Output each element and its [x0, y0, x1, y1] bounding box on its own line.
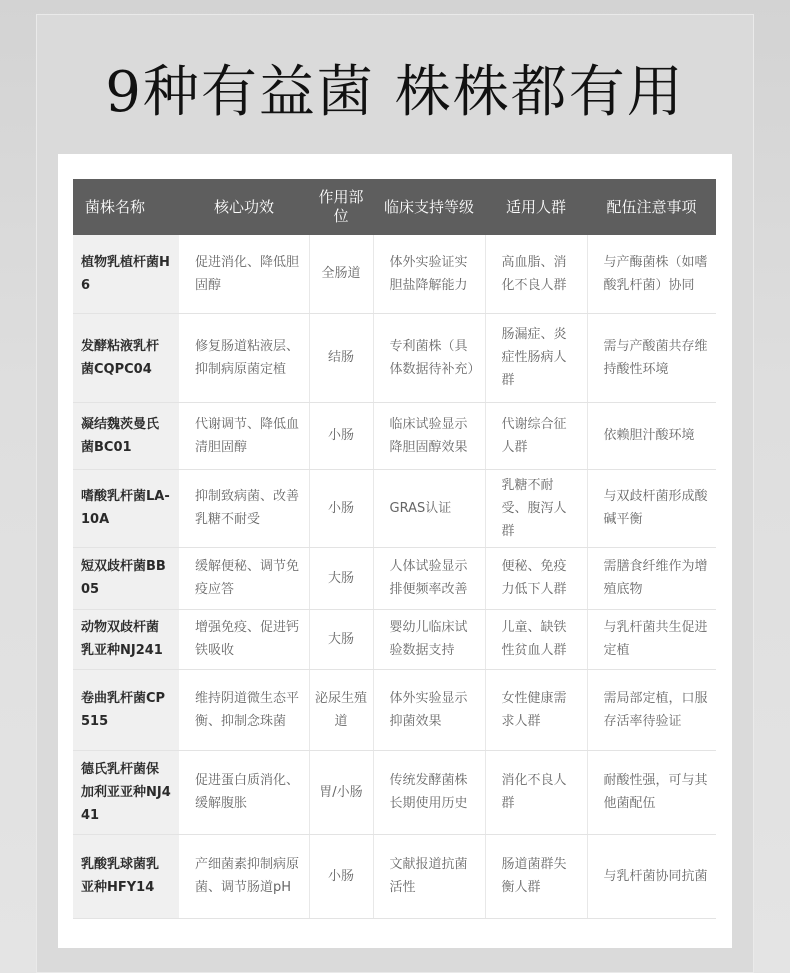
clinical-level: 专利菌株（具体数据待补充）	[373, 313, 485, 402]
strain-name: 嗜酸乳杆菌LA-10A	[73, 469, 179, 547]
strain-name: 德氏乳杆菌保加利亚亚种NJ441	[73, 750, 179, 834]
target-population: 高血脂、消化不良人群	[485, 235, 587, 313]
compatibility-notes: 耐酸性强，可与其他菌配伍	[587, 750, 716, 834]
target-population: 消化不良人群	[485, 750, 587, 834]
core-effect: 代谢调节、降低血清胆固醇	[179, 402, 309, 469]
target-population: 女性健康需求人群	[485, 669, 587, 750]
table-row	[73, 834, 716, 918]
table-row	[73, 402, 716, 469]
strain-name: 植物乳植杆菌H6	[73, 235, 179, 313]
compatibility-notes: 需局部定植，口服存活率待验证	[587, 669, 716, 750]
table-row	[73, 235, 716, 313]
strain-name: 短双歧杆菌BB05	[73, 547, 179, 609]
strain-name: 凝结魏茨曼氏菌BC01	[73, 402, 179, 469]
clinical-level: 体外实验证实胆盐降解能力	[373, 235, 485, 313]
table-header-row	[73, 179, 716, 235]
header-action-site: 作用部位	[309, 179, 373, 235]
header-clinical-level: 临床支持等级	[373, 179, 485, 235]
action-site: 大肠	[309, 547, 373, 609]
core-effect: 维持阴道微生态平衡、抑制念珠菌	[179, 669, 309, 750]
compatibility-notes: 需与产酸菌共存维持酸性环境	[587, 313, 716, 402]
table-row	[73, 469, 716, 547]
target-population: 肠漏症、炎症性肠病人群	[485, 313, 587, 402]
target-population: 儿童、缺铁性贫血人群	[485, 609, 587, 669]
compatibility-notes: 需膳食纤维作为增殖底物	[587, 547, 716, 609]
header-compatibility-notes: 配伍注意事项	[587, 179, 716, 235]
table-row	[73, 313, 716, 402]
target-population: 乳糖不耐受、腹泻人群	[485, 469, 587, 547]
table-row	[73, 750, 716, 834]
action-site: 泌尿生殖道	[309, 669, 373, 750]
table-row	[73, 547, 716, 609]
clinical-level: 人体试验显示排便频率改善	[373, 547, 485, 609]
clinical-level: 体外实验显示抑菌效果	[373, 669, 485, 750]
core-effect: 产细菌素抑制病原菌、调节肠道pH	[179, 834, 309, 918]
strain-name: 卷曲乳杆菌CP515	[73, 669, 179, 750]
header-strain-name: 菌株名称	[73, 179, 179, 235]
core-effect: 增强免疫、促进钙铁吸收	[179, 609, 309, 669]
table-row	[73, 669, 716, 750]
core-effect: 抑制致病菌、改善乳糖不耐受	[179, 469, 309, 547]
strain-name: 发酵粘液乳杆菌CQPC04	[73, 313, 179, 402]
clinical-level: 临床试验显示降胆固醇效果	[373, 402, 485, 469]
table-row	[73, 609, 716, 669]
strain-name: 乳酸乳球菌乳亚种HFY14	[73, 834, 179, 918]
core-effect: 促进消化、降低胆固醇	[179, 235, 309, 313]
clinical-level: GRAS认证	[373, 469, 485, 547]
compatibility-notes: 依赖胆汁酸环境	[587, 402, 716, 469]
target-population: 肠道菌群失衡人群	[485, 834, 587, 918]
strain-name: 动物双歧杆菌乳亚种NJ241	[73, 609, 179, 669]
clinical-level: 文献报道抗菌活性	[373, 834, 485, 918]
core-effect: 促进蛋白质消化、缓解腹胀	[179, 750, 309, 834]
target-population: 便秘、免疫力低下人群	[485, 547, 587, 609]
compatibility-notes: 与乳杆菌共生促进定植	[587, 609, 716, 669]
probiotic-strain-table	[73, 179, 716, 919]
header-core-effect: 核心功效	[179, 179, 309, 235]
core-effect: 修复肠道粘液层、抑制病原菌定植	[179, 313, 309, 402]
clinical-level: 传统发酵菌株长期使用历史	[373, 750, 485, 834]
action-site: 全肠道	[309, 235, 373, 313]
compatibility-notes: 与产酶菌株（如嗜酸乳杆菌）协同	[587, 235, 716, 313]
clinical-level: 婴幼儿临床试验数据支持	[373, 609, 485, 669]
compatibility-notes: 与双歧杆菌形成酸碱平衡	[587, 469, 716, 547]
action-site: 大肠	[309, 609, 373, 669]
action-site: 胃/小肠	[309, 750, 373, 834]
action-site: 小肠	[309, 834, 373, 918]
header-target-population: 适用人群	[485, 179, 587, 235]
core-effect: 缓解便秘、调节免疫应答	[179, 547, 309, 609]
compatibility-notes: 与乳杆菌协同抗菌	[587, 834, 716, 918]
page-title: 9种有益菌 株株都有用	[105, 60, 685, 125]
target-population: 代谢综合征人群	[485, 402, 587, 469]
action-site: 小肠	[309, 469, 373, 547]
action-site: 结肠	[309, 313, 373, 402]
action-site: 小肠	[309, 402, 373, 469]
